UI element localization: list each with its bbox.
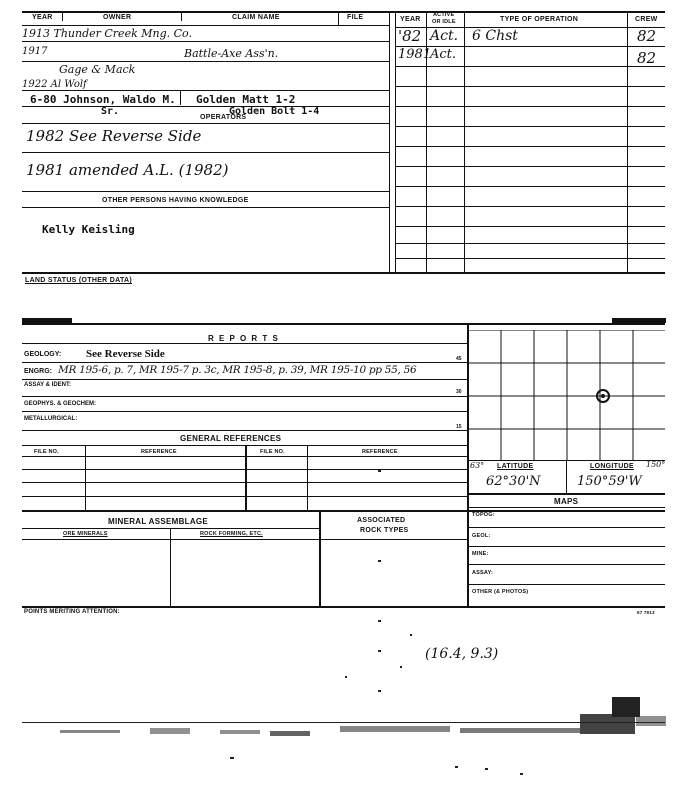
row-line [22, 207, 389, 208]
maps-geol: GEOL: [472, 533, 491, 539]
maps-mine: MINE: [472, 551, 489, 557]
reference-header-2: REFERENCE [362, 449, 398, 455]
assay-label: ASSAY & IDENT: [24, 382, 72, 388]
row-line [22, 90, 389, 91]
metallurgical-label: METALLURGICAL: [24, 416, 78, 422]
activity-row-line [395, 66, 665, 67]
handwritten-coordinates: (16.4, 9.3) [425, 646, 499, 662]
owners-claim-header: CLAIM NAME [232, 14, 280, 21]
row-line [22, 539, 467, 540]
row-line [22, 123, 389, 124]
maps-other: OTHER (& PHOTOS) [472, 589, 529, 595]
points-meriting-label: POINTS MERITING ATTENTION: [24, 609, 120, 615]
land-status-label: LAND STATUS (OTHER DATA) [25, 277, 133, 284]
owner-row-4: 1922 Al Wolf [22, 79, 87, 90]
activity-row-1-status: Act. [430, 28, 459, 44]
activity-row-line [395, 186, 665, 187]
lon-suffix: 150° [646, 460, 666, 469]
activity-row-1-year: '82 [398, 27, 422, 45]
operator-note-2: 1981 amended A.L. (1982) [26, 161, 229, 179]
row-line [22, 343, 467, 344]
activity-row-line [395, 166, 665, 167]
longitude-value: 150°59'W [577, 474, 642, 489]
general-references-title: GENERAL REFERENCES [180, 434, 282, 443]
reference-header: REFERENCE [141, 449, 177, 455]
engrg-label: ENGRG: [24, 368, 52, 375]
activity-type-header: TYPE OF OPERATION [500, 16, 579, 23]
top-section-bottom [22, 272, 665, 274]
activity-year-header: YEAR [400, 16, 421, 23]
activity-row-line [395, 226, 665, 227]
col-divider [85, 445, 86, 510]
col-divider [566, 460, 567, 493]
latitude-label: LATITUDE [497, 463, 534, 470]
header-divider [62, 11, 63, 21]
geophys-label: GEOPHYS. & GEOCHEM: [24, 401, 97, 407]
associated-label: ASSOCIATED [357, 517, 406, 524]
operator-note-1: 1982 See Reverse Side [26, 127, 202, 145]
row-line [22, 41, 389, 42]
activity-row-line [395, 146, 665, 147]
col-divider [180, 90, 181, 105]
activity-row-line [395, 86, 665, 87]
header-divider [338, 11, 339, 25]
activity-row-line [395, 258, 665, 259]
col-divider [307, 445, 308, 510]
row-line [22, 496, 467, 497]
file-no-header-2: FILE NO. [260, 449, 285, 455]
row-line [22, 152, 389, 153]
activity-row-2-status: Act. [430, 47, 457, 62]
activity-col-divider [464, 11, 465, 273]
row-line [22, 411, 467, 412]
activity-row-1-operation: 6 Chst [472, 28, 518, 44]
row-line [22, 482, 467, 483]
grid-number-45: 45 [456, 356, 462, 362]
header-bottom [22, 25, 389, 26]
rock-types-label: ROCK TYPES [360, 527, 409, 534]
col-divider [245, 445, 247, 510]
owners-owner-header: OWNER [103, 14, 132, 21]
activity-crew-header: CREW [635, 16, 658, 23]
latitude-value: 62°30'N [486, 474, 541, 489]
engrg-value: MR 195-6, p. 7, MR 195-7 p. 3c, MR 195-8, p. 39, MR 195-10 pp 55, 56 [58, 364, 417, 376]
row-line [468, 507, 665, 508]
activity-row-line [395, 126, 665, 127]
geology-label: GEOLOGY: [24, 351, 62, 358]
owners-year-header: YEAR [32, 14, 53, 21]
col-divider [319, 510, 321, 606]
owner-row-5: 6-80 Johnson, Waldo M. [30, 93, 176, 106]
row-line [22, 61, 389, 62]
rock-forming-header: ROCK FORMING, ETC. [200, 531, 263, 537]
header-divider [181, 11, 182, 21]
owners-file-header: FILE [347, 14, 364, 21]
row-line [468, 527, 665, 528]
owner-row-5-claim: Golden Matt 1-2 [196, 93, 296, 106]
row-line [468, 546, 665, 547]
ore-minerals-header: ORE MINERALS [63, 531, 108, 537]
mineral-bottom [22, 606, 665, 608]
map-grid [468, 330, 665, 460]
reports-title: R E P O R T S [208, 334, 280, 343]
owner-row-3: Gage & Mack [59, 63, 136, 76]
row-line [22, 191, 389, 192]
lat-prefix: 63° [470, 461, 485, 470]
mineral-assemblage-title: MINERAL ASSEMBLAGE [108, 517, 209, 526]
owner-row-1: 1913 Thunder Creek Mng. Co. [22, 27, 192, 40]
owner-row-2-year: 1917 [22, 46, 48, 57]
other-persons-label: OTHER PERSONS HAVING KNOWLEDGE [102, 197, 249, 204]
row-line [22, 362, 467, 363]
activity-row-2-crew: 82 [637, 49, 657, 67]
maps-topog: TOPOG: [472, 512, 495, 518]
owner-row-6: Sr. [101, 106, 120, 117]
operators-label: OPERATORS [200, 114, 247, 121]
file-no-header: FILE NO. [34, 449, 59, 455]
row-line [22, 396, 467, 397]
top-border [22, 11, 665, 13]
row-line [22, 106, 389, 107]
activity-row-line [395, 206, 665, 207]
row-line [22, 430, 467, 431]
form-code: 67 7913 [637, 610, 655, 615]
maps-title: MAPS [554, 497, 579, 506]
reports-top-border [22, 323, 665, 325]
row-line [468, 493, 665, 495]
activity-col-divider [627, 11, 628, 273]
grid-number-15: 15 [456, 424, 462, 430]
longitude-label: LONGITUDE [590, 463, 634, 470]
row-line [468, 584, 665, 585]
row-line [468, 564, 665, 565]
activity-active-header: ACTIVE [433, 12, 455, 18]
row-line [22, 456, 467, 457]
geology-value: See Reverse Side [86, 348, 165, 360]
owner-row-2-claim: Battle-Axe Ass'n. [184, 47, 279, 60]
activity-row-line [395, 106, 665, 107]
grid-number-30: 30 [456, 389, 462, 395]
other-person-1: Kelly Keisling [42, 223, 135, 236]
maps-assay: ASSAY: [472, 570, 494, 576]
activity-left-border [389, 11, 390, 273]
activity-row-2-year: 1981 [398, 47, 432, 62]
activity-idle-header: OR IDLE [432, 19, 456, 25]
activity-left-border-2 [395, 11, 396, 273]
owner-row-6-claim: Golden Bolt 1-4 [229, 106, 320, 117]
refs-bottom [22, 510, 665, 512]
row-line [22, 379, 467, 380]
activity-row-line [395, 243, 665, 244]
activity-row-1-crew: 82 [637, 27, 657, 45]
row-line [22, 469, 467, 470]
